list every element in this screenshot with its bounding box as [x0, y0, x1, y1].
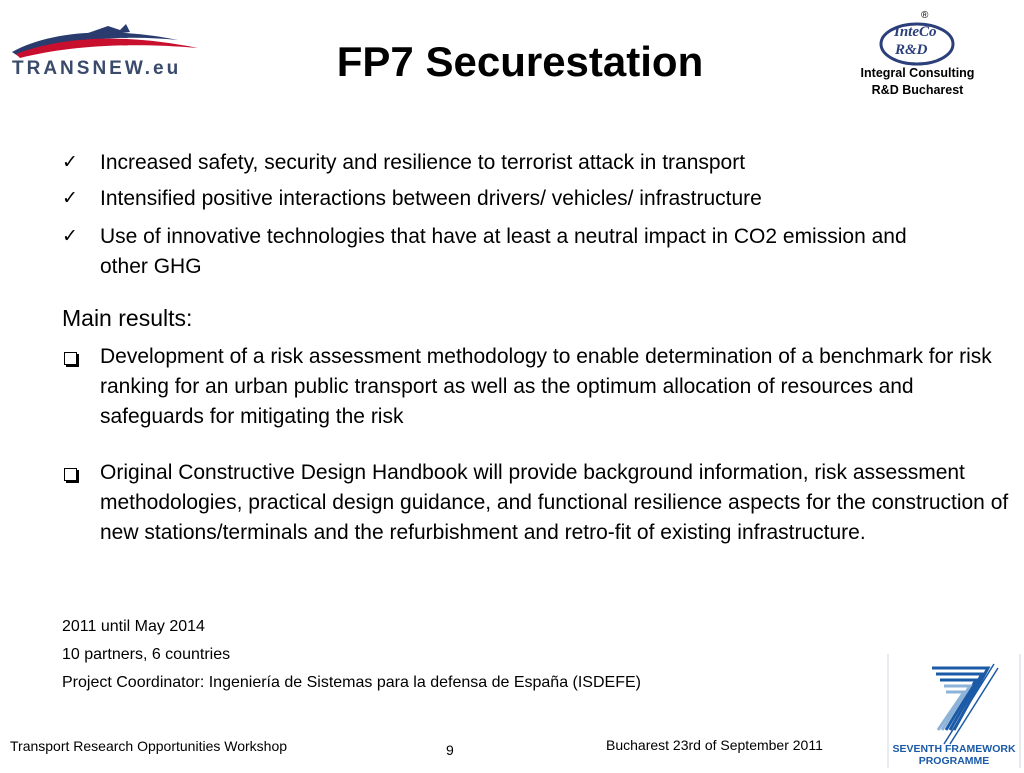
registered-mark: ® [921, 10, 929, 21]
transnew-swoosh-icon [8, 22, 203, 62]
result-item [62, 342, 1012, 432]
footer-event: Transport Research Opportunities Workshop [10, 738, 288, 754]
transnew-logo [8, 22, 203, 82]
result-text: Original Constructive Design Handbook will provide background information, risk assessment methodologies, practical design guidance, and functional resilience aspects for the construction of new stations/terminals and the refurbishment and retro-fit of existing infrastructure. [100, 461, 1009, 544]
objective-text: Increased safety, security and resilience to terrorist attack in transport [100, 151, 746, 174]
square-bullet-icon [62, 342, 86, 375]
checkmark-icon: ✓ [62, 188, 78, 209]
inteco-brand-line2: R&D [895, 42, 928, 58]
fp7-logo [884, 654, 1024, 768]
fp7-text-line2: PROGRAMME [918, 755, 990, 767]
objective-text: Intensified positive interactions between drivers/ vehicles/ infrastructure [100, 187, 762, 210]
objective-item [62, 148, 1012, 178]
footer-date: Bucharest 23rd of September 2011 [606, 737, 823, 753]
inteco-logo [835, 6, 1000, 102]
objective-text: Use of innovative technologies that have at least a neutral impact in CO2 emission and other GHG [100, 225, 907, 278]
result-text: Development of a risk assessment methodology to enable determination of a benchmark for risk ranking for an urban public transport as well as the optimum allocation of resources and safeguards for mitigating the risk [100, 345, 992, 428]
objective-item [62, 222, 942, 282]
result-item [62, 458, 1012, 548]
project-coordinator: Project Coordinator: Ingeniería de Sistemas para la defensa de España (ISDEFE) [62, 674, 641, 691]
project-duration: 2011 until May 2014 [62, 618, 205, 635]
project-partners: 10 partners, 6 countries [62, 646, 231, 663]
checkmark-icon: ✓ [62, 226, 78, 247]
objective-item [62, 184, 1012, 214]
checkmark-icon: ✓ [62, 152, 78, 173]
page-number: 9 [446, 742, 454, 758]
slide-title: FP7 Securestation [336, 38, 704, 85]
transnew-wordmark: TRANSNEW.eu [12, 58, 182, 79]
inteco-caption-line1: Integral Consulting [860, 66, 975, 80]
main-results-heading: Main results: [62, 305, 193, 331]
fp7-seven-icon [884, 654, 1024, 768]
inteco-caption-line2: R&D Bucharest [871, 83, 964, 97]
square-bullet-icon [62, 458, 86, 491]
fp7-text-line1: SEVENTH FRAMEWORK [892, 743, 1016, 755]
inteco-brand-line1: InteCo [894, 24, 937, 40]
